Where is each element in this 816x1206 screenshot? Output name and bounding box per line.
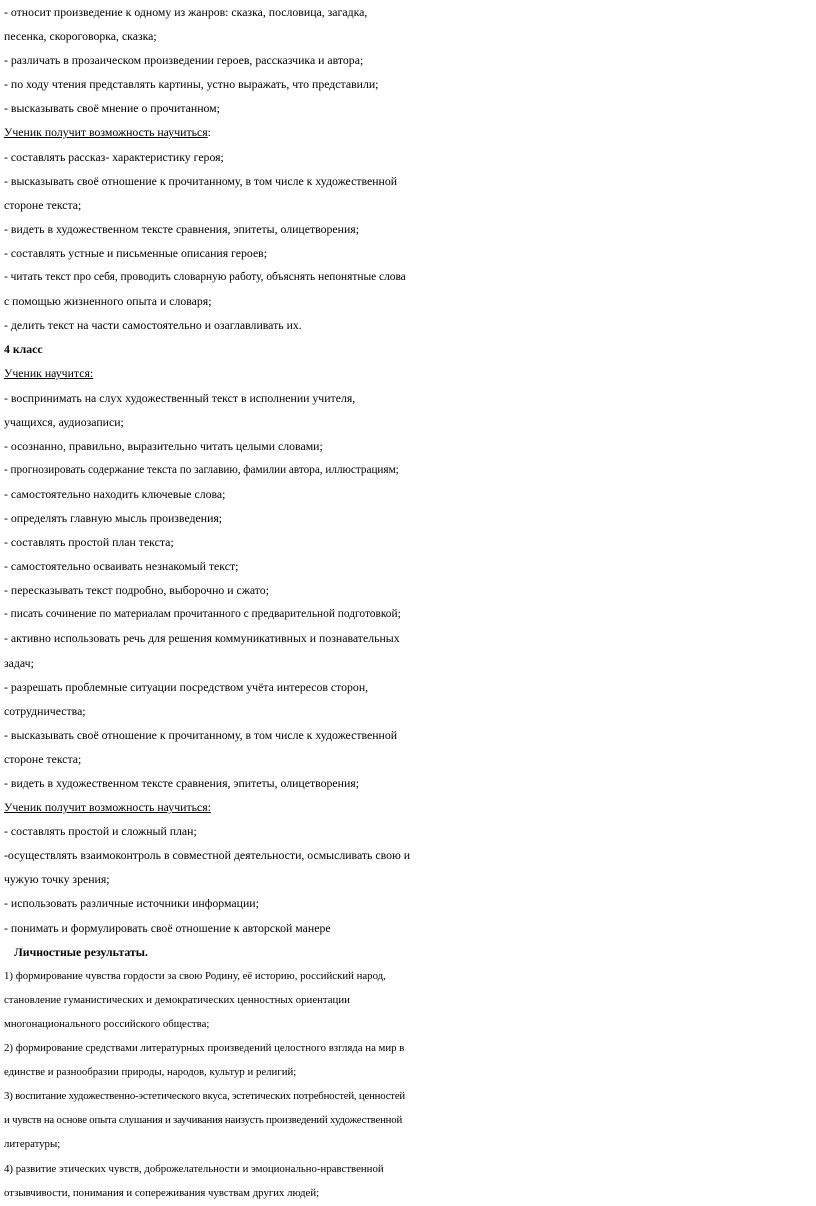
list-item: - составлять устные и письменные описания героев; (4, 245, 268, 260)
list-item: - воспринимать на слух художественный текст в исполнении учителя, (4, 390, 356, 405)
heading-suffix: : (207, 125, 211, 140)
list-item: - делить текст на части самостоятельно и озаглавливать их. (4, 318, 302, 333)
list-item: - определять главную мысль произведения; (4, 510, 223, 525)
list-item: задач; (4, 655, 34, 670)
list-item: - самостоятельно осваивать незнакомый текст; (4, 559, 239, 574)
list-item: с помощью жизненного опыта и словаря; (4, 294, 212, 309)
section-heading-opportunity (4, 795, 814, 819)
grade3-opportunity-list (4, 145, 814, 338)
heading-underlined: Ученик научится: (4, 366, 94, 381)
personal-results-list (4, 964, 814, 1205)
list-item: - составлять простой и сложный план; (4, 824, 197, 839)
section-heading-opportunity (4, 120, 814, 144)
list-item: - самостоятельно находить ключевые слова; (4, 486, 226, 501)
list-item: - читать текст про себя, проводить словарную работу, объяснять непонятные слова (4, 271, 406, 284)
list-item: чужую точку зрения; (4, 872, 110, 887)
list-item: - относит произведение к одному из жанров: сказка, пословица, загадка, (4, 5, 368, 19)
section-heading-learn (4, 361, 814, 385)
heading-underlined: Ученик получит возможность научиться: (4, 800, 211, 815)
list-item: - составлять рассказ- характеристику героя; (4, 149, 224, 164)
list-item: литературы; (4, 1138, 61, 1151)
list-item: единстве и разнообразии природы, народов, культур и религий; (4, 1066, 297, 1079)
grade4-opportunity-list (4, 819, 814, 939)
list-item: - высказывать своё отношение к прочитанному, в том числе к художественной (4, 727, 398, 742)
list-item: учащихся, аудиозаписи; (4, 414, 124, 429)
list-item: песенка, скороговорка, сказка; (4, 29, 157, 44)
list-item: - писать сочинение по материалам прочитанного с предварительной подготовкой; (4, 608, 401, 621)
list-item: 2) формирование средствами литературных произведений целостного взгляда на мир в (4, 1042, 405, 1055)
list-item: - разрешать проблемные ситуации посредством учёта интересов сторон, (4, 679, 369, 694)
list-item: становление гуманистических и демократических ценностных ориентации (4, 993, 350, 1006)
list-item: стороне текста; (4, 751, 82, 766)
list-item: - понимать и формулировать своё отношение к авторской манере (4, 920, 331, 935)
list-item: -осуществлять взаимоконтроль в совместной деятельности, осмысливать свою и (4, 848, 411, 863)
list-item: - высказывать своё отношение к прочитанному, в том числе к художественной (4, 173, 398, 188)
list-item: - активно использовать речь для решения коммуникативных и познавательных (4, 631, 400, 646)
list-item: - видеть в художественном тексте сравнения, эпитеты, олицетворения; (4, 776, 359, 790)
list-item: 4) развитие этических чувств, доброжелательности и эмоционально-нравственной (4, 1162, 384, 1175)
list-item: многонационального российского общества; (4, 1017, 210, 1030)
heading-underlined: Ученик получит возможность научиться (4, 125, 208, 140)
list-item: - высказывать своё мнение о прочитанном; (4, 101, 220, 116)
list-item: - различать в прозаическом произведении героев, рассказчика и автора; (4, 53, 364, 68)
list-item: - видеть в художественном тексте сравнения, эпитеты, олицетворения; (4, 221, 359, 236)
grade-title: 4 класс (4, 342, 43, 357)
list-item: сотрудничества; (4, 703, 86, 718)
list-item: отзывчивости, понимания и сопереживания чувствам других людей; (4, 1186, 320, 1199)
list-item: стороне текста; (4, 197, 82, 212)
list-item: 3) воспитание художественно-эстетического вкуса, эстетических потребностей, ценностей (4, 1090, 405, 1103)
list-item: - составлять простой план текста; (4, 535, 174, 550)
list-item: - осознанно, правильно, выразительно читать целыми словами; (4, 438, 323, 453)
list-item: и чувств на основе опыта слушания и заучивания наизусть произведений художественной (4, 1114, 403, 1127)
list-item: - использовать различные источники информации; (4, 896, 259, 911)
grade3-learn-list (4, 0, 814, 120)
list-item: - по ходу чтения представлять картины, устно выражать, что представили; (4, 77, 379, 92)
list-item: 1) формирование чувства гордости за свою Родину, её историю, российский народ, (4, 969, 386, 982)
list-item: - пересказывать текст подробно, выборочно и сжато; (4, 583, 269, 598)
grade4-learn-list (4, 386, 814, 796)
personal-results-title: Личностные результаты. (14, 944, 148, 959)
list-item: - прогнозировать содержание текста по заглавию, фамилии автора, иллюстрациям; (4, 463, 399, 476)
